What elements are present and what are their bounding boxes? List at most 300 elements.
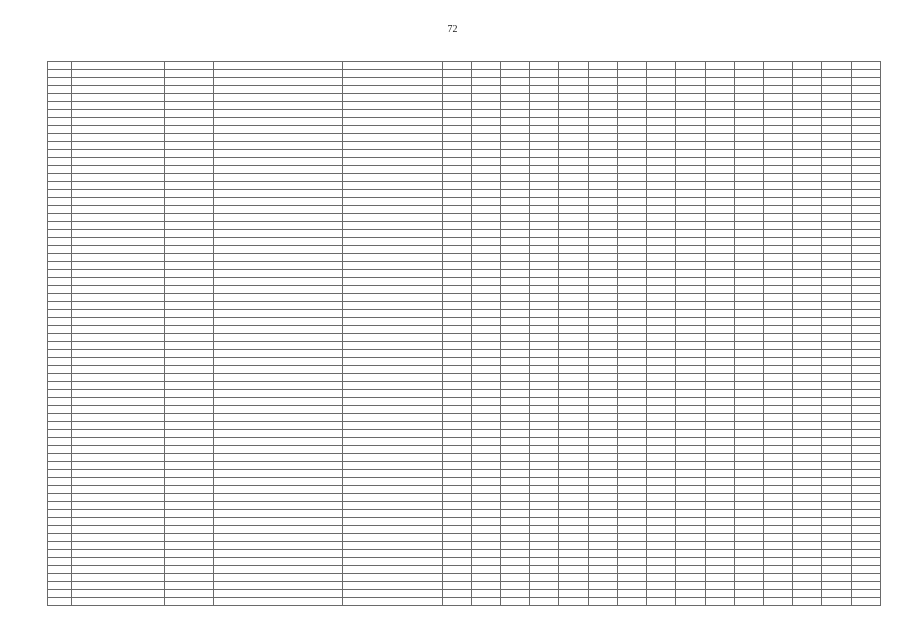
table-cell	[793, 150, 822, 158]
table-cell	[48, 190, 72, 198]
table-cell	[676, 582, 705, 590]
table-cell	[213, 406, 342, 414]
table-cell	[442, 310, 471, 318]
table-cell	[342, 166, 442, 174]
table-cell	[763, 126, 792, 134]
table-row	[48, 222, 881, 230]
table-row	[48, 134, 881, 142]
table-row	[48, 62, 881, 70]
table-cell	[617, 518, 646, 526]
table-cell	[342, 502, 442, 510]
table-cell	[342, 118, 442, 126]
table-cell	[72, 582, 165, 590]
table-cell	[822, 222, 851, 230]
table-cell	[530, 206, 559, 214]
table-cell	[851, 502, 880, 510]
table-cell	[213, 214, 342, 222]
table-cell	[822, 406, 851, 414]
table-cell	[734, 534, 763, 542]
table-cell	[530, 558, 559, 566]
table-row	[48, 470, 881, 478]
table-cell	[676, 390, 705, 398]
table-cell	[822, 230, 851, 238]
table-cell	[676, 198, 705, 206]
table-cell	[588, 542, 617, 550]
table-cell	[793, 174, 822, 182]
table-cell	[763, 134, 792, 142]
table-cell	[48, 390, 72, 398]
table-cell	[647, 590, 676, 598]
table-cell	[588, 478, 617, 486]
table-cell	[48, 510, 72, 518]
table-cell	[213, 70, 342, 78]
table-cell	[793, 334, 822, 342]
table-cell	[676, 518, 705, 526]
table-cell	[164, 158, 213, 166]
table-cell	[793, 502, 822, 510]
table-cell	[559, 278, 588, 286]
table-cell	[342, 414, 442, 422]
table-cell	[588, 470, 617, 478]
table-cell	[588, 62, 617, 70]
table-cell	[588, 278, 617, 286]
table-cell	[647, 510, 676, 518]
table-cell	[734, 262, 763, 270]
table-cell	[48, 230, 72, 238]
table-cell	[530, 230, 559, 238]
table-row	[48, 190, 881, 198]
table-cell	[822, 238, 851, 246]
table-cell	[793, 302, 822, 310]
table-cell	[442, 222, 471, 230]
table-cell	[500, 238, 529, 246]
table-cell	[471, 182, 500, 190]
table-cell	[72, 342, 165, 350]
table-row	[48, 150, 881, 158]
table-cell	[617, 462, 646, 470]
table-cell	[588, 390, 617, 398]
table-cell	[763, 86, 792, 94]
table-cell	[822, 558, 851, 566]
table-cell	[500, 70, 529, 78]
table-cell	[500, 534, 529, 542]
table-cell	[734, 526, 763, 534]
table-cell	[559, 214, 588, 222]
table-cell	[588, 558, 617, 566]
table-cell	[851, 582, 880, 590]
table-cell	[705, 110, 734, 118]
table-cell	[442, 246, 471, 254]
table-cell	[793, 270, 822, 278]
table-cell	[559, 590, 588, 598]
table-cell	[471, 558, 500, 566]
table-cell	[559, 526, 588, 534]
table-cell	[342, 150, 442, 158]
table-cell	[342, 374, 442, 382]
table-cell	[763, 582, 792, 590]
table-cell	[213, 542, 342, 550]
table-cell	[559, 142, 588, 150]
table-cell	[705, 270, 734, 278]
table-cell	[471, 334, 500, 342]
table-cell	[676, 294, 705, 302]
table-cell	[48, 302, 72, 310]
table-cell	[676, 174, 705, 182]
table-cell	[676, 454, 705, 462]
table-cell	[559, 350, 588, 358]
table-cell	[851, 550, 880, 558]
table-cell	[705, 302, 734, 310]
table-cell	[471, 446, 500, 454]
table-cell	[164, 358, 213, 366]
table-cell	[793, 110, 822, 118]
table-cell	[617, 62, 646, 70]
table-cell	[48, 310, 72, 318]
table-row	[48, 374, 881, 382]
table-cell	[763, 198, 792, 206]
table-cell	[559, 134, 588, 142]
table-cell	[471, 462, 500, 470]
table-cell	[48, 318, 72, 326]
table-cell	[471, 286, 500, 294]
table-cell	[734, 406, 763, 414]
table-cell	[213, 182, 342, 190]
table-cell	[471, 278, 500, 286]
table-cell	[48, 478, 72, 486]
table-cell	[48, 590, 72, 598]
table-cell	[734, 310, 763, 318]
table-cell	[72, 390, 165, 398]
table-cell	[617, 166, 646, 174]
table-row	[48, 366, 881, 374]
table-cell	[763, 366, 792, 374]
table-cell	[676, 70, 705, 78]
table-cell	[342, 366, 442, 374]
table-cell	[734, 190, 763, 198]
table-cell	[617, 86, 646, 94]
table-cell	[164, 414, 213, 422]
table-cell	[213, 126, 342, 134]
table-cell	[588, 182, 617, 190]
table-cell	[588, 526, 617, 534]
table-cell	[617, 142, 646, 150]
table-cell	[851, 158, 880, 166]
table-cell	[471, 270, 500, 278]
table-cell	[822, 126, 851, 134]
table-cell	[72, 406, 165, 414]
table-cell	[588, 566, 617, 574]
table-cell	[164, 214, 213, 222]
table-cell	[588, 518, 617, 526]
table-cell	[72, 438, 165, 446]
table-cell	[763, 238, 792, 246]
table-cell	[48, 358, 72, 366]
table-cell	[793, 286, 822, 294]
table-cell	[647, 558, 676, 566]
table-cell	[500, 422, 529, 430]
table-cell	[763, 518, 792, 526]
table-cell	[471, 382, 500, 390]
table-cell	[164, 382, 213, 390]
table-cell	[72, 238, 165, 246]
table-cell	[734, 566, 763, 574]
table-cell	[734, 446, 763, 454]
table-cell	[471, 86, 500, 94]
table-cell	[500, 230, 529, 238]
table-row	[48, 342, 881, 350]
table-cell	[471, 598, 500, 606]
table-cell	[617, 438, 646, 446]
table-row	[48, 174, 881, 182]
table-cell	[559, 126, 588, 134]
table-cell	[559, 166, 588, 174]
table-cell	[676, 62, 705, 70]
table-cell	[617, 190, 646, 198]
table-cell	[793, 214, 822, 222]
table-row	[48, 262, 881, 270]
table-cell	[763, 262, 792, 270]
table-cell	[705, 558, 734, 566]
table-cell	[471, 158, 500, 166]
table-cell	[442, 174, 471, 182]
table-cell	[530, 366, 559, 374]
table-cell	[588, 246, 617, 254]
table-cell	[822, 254, 851, 262]
table-cell	[164, 574, 213, 582]
table-cell	[342, 214, 442, 222]
table-cell	[705, 310, 734, 318]
table-cell	[822, 582, 851, 590]
table-cell	[72, 198, 165, 206]
table-cell	[500, 374, 529, 382]
table-cell	[530, 174, 559, 182]
table-row	[48, 558, 881, 566]
table-cell	[617, 358, 646, 366]
table-cell	[442, 326, 471, 334]
table-cell	[471, 406, 500, 414]
table-cell	[705, 382, 734, 390]
table-cell	[705, 486, 734, 494]
table-cell	[48, 438, 72, 446]
table-cell	[72, 526, 165, 534]
table-cell	[617, 206, 646, 214]
table-cell	[793, 254, 822, 262]
table-cell	[734, 414, 763, 422]
table-cell	[48, 366, 72, 374]
table-cell	[48, 118, 72, 126]
table-cell	[72, 246, 165, 254]
table-cell	[48, 518, 72, 526]
table-cell	[471, 526, 500, 534]
table-cell	[647, 342, 676, 350]
table-cell	[500, 62, 529, 70]
table-cell	[72, 478, 165, 486]
table-cell	[471, 422, 500, 430]
table-cell	[617, 238, 646, 246]
table-cell	[793, 86, 822, 94]
table-cell	[342, 206, 442, 214]
table-cell	[500, 558, 529, 566]
table-cell	[342, 574, 442, 582]
table-cell	[588, 286, 617, 294]
table-cell	[705, 390, 734, 398]
table-cell	[213, 78, 342, 86]
table-cell	[793, 230, 822, 238]
table-cell	[676, 230, 705, 238]
table-cell	[822, 518, 851, 526]
table-cell	[705, 166, 734, 174]
table-cell	[213, 526, 342, 534]
table-row	[48, 94, 881, 102]
table-cell	[500, 190, 529, 198]
table-cell	[164, 406, 213, 414]
table-cell	[471, 390, 500, 398]
table-cell	[588, 510, 617, 518]
table-cell	[822, 478, 851, 486]
table-cell	[164, 494, 213, 502]
table-cell	[72, 558, 165, 566]
table-cell	[530, 486, 559, 494]
table-cell	[500, 246, 529, 254]
table-cell	[588, 302, 617, 310]
table-cell	[617, 174, 646, 182]
table-cell	[647, 230, 676, 238]
table-cell	[213, 166, 342, 174]
table-cell	[72, 502, 165, 510]
table-cell	[617, 350, 646, 358]
table-cell	[705, 566, 734, 574]
table-cell	[822, 590, 851, 598]
table-cell	[72, 454, 165, 462]
table-cell	[617, 598, 646, 606]
table-cell	[588, 334, 617, 342]
table-cell	[705, 70, 734, 78]
table-cell	[822, 350, 851, 358]
table-cell	[676, 302, 705, 310]
table-cell	[851, 558, 880, 566]
table-cell	[530, 470, 559, 478]
table-cell	[793, 134, 822, 142]
table-cell	[647, 142, 676, 150]
table-cell	[342, 390, 442, 398]
table-cell	[647, 222, 676, 230]
table-cell	[48, 558, 72, 566]
table-cell	[705, 262, 734, 270]
table-row	[48, 550, 881, 558]
table-cell	[471, 198, 500, 206]
table-cell	[705, 542, 734, 550]
table-cell	[164, 166, 213, 174]
table-cell	[442, 454, 471, 462]
table-cell	[676, 542, 705, 550]
table-cell	[734, 254, 763, 262]
table-cell	[647, 262, 676, 270]
table-cell	[588, 598, 617, 606]
table-cell	[793, 350, 822, 358]
table-row	[48, 358, 881, 366]
table-cell	[617, 390, 646, 398]
table-cell	[559, 342, 588, 350]
table-cell	[559, 158, 588, 166]
table-cell	[763, 598, 792, 606]
table-cell	[559, 478, 588, 486]
table-cell	[705, 446, 734, 454]
table-cell	[763, 286, 792, 294]
table-cell	[213, 454, 342, 462]
table-cell	[442, 414, 471, 422]
table-cell	[500, 102, 529, 110]
table-cell	[793, 358, 822, 366]
table-cell	[164, 62, 213, 70]
table-cell	[676, 118, 705, 126]
table-cell	[48, 286, 72, 294]
table-cell	[763, 94, 792, 102]
table-cell	[734, 590, 763, 598]
table-cell	[500, 126, 529, 134]
table-cell	[763, 246, 792, 254]
table-cell	[471, 486, 500, 494]
table-cell	[530, 270, 559, 278]
table-cell	[164, 318, 213, 326]
table-cell	[559, 566, 588, 574]
table-row	[48, 462, 881, 470]
table-cell	[793, 382, 822, 390]
table-cell	[213, 238, 342, 246]
table-cell	[647, 374, 676, 382]
table-cell	[676, 286, 705, 294]
table-cell	[442, 182, 471, 190]
table-cell	[442, 374, 471, 382]
table-cell	[647, 534, 676, 542]
table-cell	[763, 174, 792, 182]
table-cell	[734, 62, 763, 70]
table-cell	[705, 518, 734, 526]
table-cell	[734, 486, 763, 494]
table-cell	[676, 238, 705, 246]
table-cell	[705, 278, 734, 286]
table-cell	[442, 358, 471, 366]
table-cell	[342, 126, 442, 134]
table-cell	[72, 358, 165, 366]
table-cell	[72, 102, 165, 110]
table-cell	[500, 174, 529, 182]
table-cell	[164, 102, 213, 110]
table-cell	[213, 510, 342, 518]
table-cell	[559, 518, 588, 526]
table-cell	[617, 230, 646, 238]
table-cell	[471, 174, 500, 182]
table-cell	[559, 326, 588, 334]
table-cell	[559, 78, 588, 86]
table-cell	[676, 206, 705, 214]
table-cell	[851, 446, 880, 454]
table-cell	[822, 102, 851, 110]
table-cell	[559, 118, 588, 126]
table-cell	[530, 598, 559, 606]
table-cell	[442, 166, 471, 174]
table-cell	[647, 574, 676, 582]
table-cell	[559, 318, 588, 326]
table-cell	[442, 574, 471, 582]
table-cell	[213, 262, 342, 270]
table-cell	[734, 270, 763, 278]
table-cell	[647, 358, 676, 366]
table-cell	[500, 278, 529, 286]
table-cell	[851, 142, 880, 150]
table-cell	[705, 118, 734, 126]
table-cell	[822, 494, 851, 502]
table-cell	[342, 422, 442, 430]
